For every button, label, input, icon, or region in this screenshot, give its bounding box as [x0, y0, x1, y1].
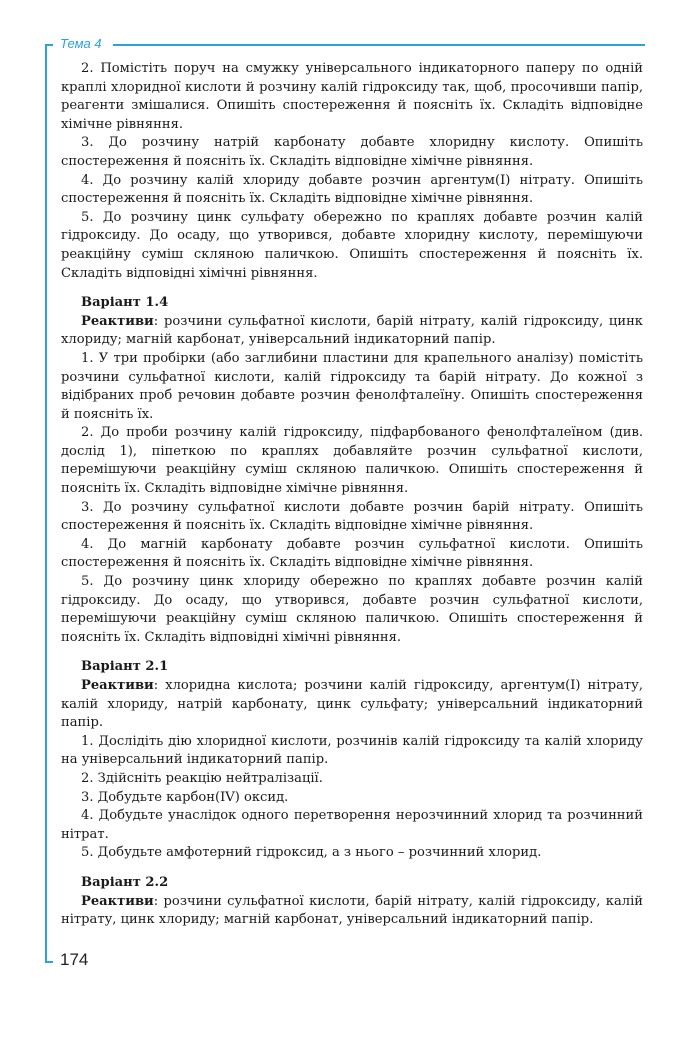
reagents-text: : розчини сульфатної кислоти, барій нітрату, калій гідроксиду, цинк хлориду; магній карбонат, універсальний індикаторний папір.: [61, 313, 643, 348]
reagents-text: : хлоридна кислота; розчини калій гідроксиду, аргентум(І) нітрату, калій хлориду, натрій карбонату, цинк сульфату; універсальний індикаторний папір.: [61, 678, 643, 731]
paragraph: 3. До розчину сульфатної кислоти добавте розчин барій нітрату. Опишіть спостереження й поясніть їх. Складіть відповідне хімічне рівняння.: [61, 499, 643, 534]
page-body: [61, 60, 643, 930]
paragraph: 4. Добудьте унаслідок одного перетворення нерозчинний хлорид та розчинний нітрат.: [61, 808, 643, 842]
section-heading: Варіант 2.2: [81, 874, 169, 890]
paragraph: 4. До розчину калій хлориду добавте розчин аргентум(І) нітрату. Опишіть спостереження й поясніть їх. Складіть відповідне хімічне рівняння.: [61, 172, 643, 207]
section-heading: Варіант 1.4: [81, 295, 169, 311]
paragraph: 4. До магній карбонату добавте розчин сульфатної кислоти. Опишіть спостереження й поясніть їх. Складіть відповідне хімічне рівняння.: [61, 536, 643, 571]
paragraph: 5. Добудьте амфотерний гідроксид, а з нього – розчинний хлорид.: [81, 845, 542, 861]
paragraph: 2. Здійсніть реакцію нейтралізації.: [81, 770, 323, 786]
section-heading: Варіант 2.1: [81, 659, 169, 675]
paragraph: 5. До розчину цинк хлориду обережно по краплях добавте розчин калій гідроксиду. До осаду, що утворився, добавте розчин сульфатної кислоти, перемішуючи реакційну суміш скляною паличкою. Опишіть спостереження й поясніть їх. Складіть відповідні хімічні рівняння.: [61, 574, 643, 645]
frame-corner-top: [45, 44, 53, 46]
paragraph: 1. Дослідіть дію хлоридної кислоти, розчинів калій гідроксиду та калій хлориду на універсальний індикаторний папір.: [61, 733, 643, 768]
reagents-paragraph: [61, 677, 643, 733]
paragraph: 5. До розчину цинк сульфату обережно по краплях добавте розчин калій гідроксиду. До осаду, що утворився, добавте хлоридну кислоту, перемішуючи реакційну суміш скляною паличкою. Опишіть спостереження й поясніть їх. Складіть відповідні хімічні рівняння.: [61, 209, 643, 281]
paragraph: 1. У три пробірки (або заглибини пластини для крапельного аналізу) помістіть розчини сульфатної кислоти, калій гідроксиду та барій нітрату. До кожної з відібраних проб речовин добавте розчин фенолфталеїну. Опишіть спостереження й поясніть їх.: [61, 350, 643, 422]
reagents-label: Реактиви: [81, 678, 154, 693]
topic-label: Тема 4: [60, 36, 102, 51]
reagents-label: Реактиви: [81, 893, 154, 909]
reagents-text: : розчини сульфатної кислоти, барій нітрату, калій гідроксиду, калій нітрату, цинк хлориду; магній карбонат, універсальний індикаторний папір.: [61, 893, 643, 928]
paragraph: 3. Добудьте карбон(IV) оксид.: [81, 789, 289, 805]
frame-corner-bottom: [45, 961, 53, 963]
header-rule: [113, 44, 645, 46]
margin-rule: [45, 44, 47, 961]
paragraph: 3. До розчину натрій карбонату добавте хлоридну кислоту. Опишіть спостереження й поясніть їх. Складіть відповідне хімічне рівняння.: [61, 135, 643, 169]
paragraph: 2. До проби розчину калій гідроксиду, підфарбованого фенолфталеїном (див. дослід 1), піпеткою по краплях добавляйте розчин сульфатної кислоти, перемішуючи реакційну суміш скляною паличкою. Опишіть спостереження й поясніть їх. Складіть відповідне хімічне рівняння.: [61, 425, 643, 497]
page-number: 174: [60, 950, 89, 969]
reagents-paragraph: [61, 313, 643, 350]
paragraph: 2. Помістіть поруч на смужку універсального індикаторного паперу по одній краплі хлоридної кислоти й розчину калій гідроксиду так, щоб, просочивши папір, реагенти змішалися. Опишіть спостереження й поясніть їх. Складіть відповідне хімічне рівняння.: [61, 61, 643, 132]
reagents-paragraph: [61, 893, 643, 930]
reagents-label: Реактиви: [81, 313, 154, 329]
